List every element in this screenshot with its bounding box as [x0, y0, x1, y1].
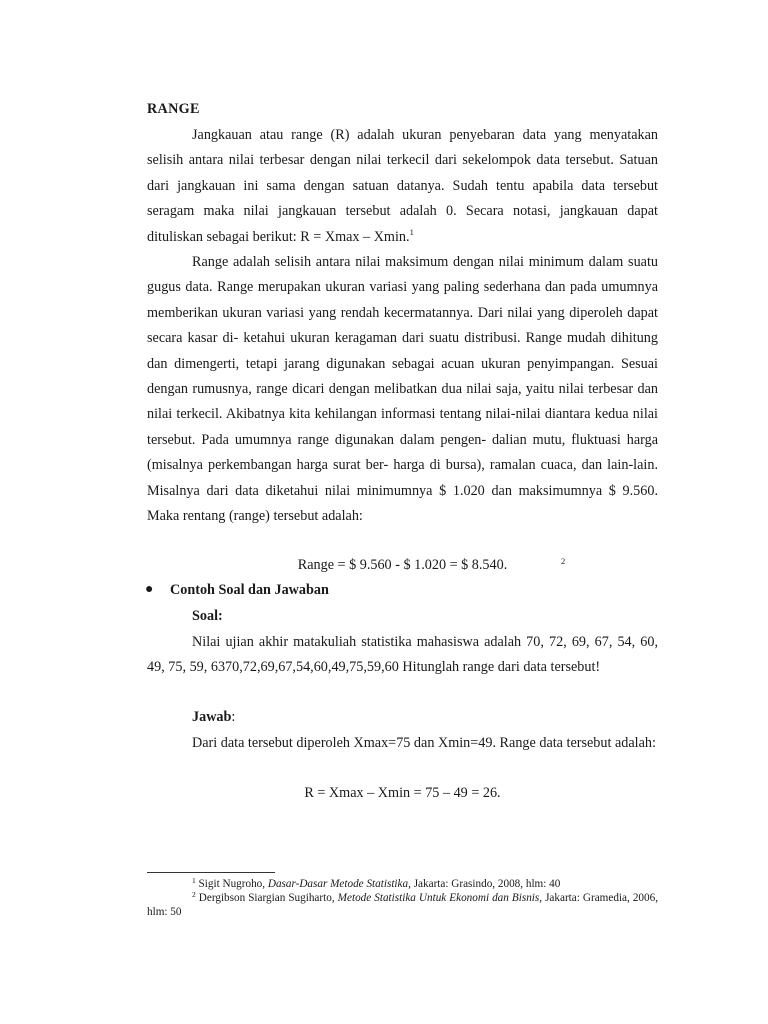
- example-heading: Contoh Soal dan Jawaban: [170, 582, 329, 598]
- footnote-2: $^2$ Dergibson Siargian Sugiharto, Metode Statistika Untuk Ekonomi dan Bisnis, Jakarta: Gramedia, 2006, hlm: 50: [147, 890, 658, 918]
- section-heading: RANGE: [147, 101, 200, 117]
- answer-colon: :: [231, 709, 236, 725]
- paragraph-range-explanation: [147, 250, 658, 529]
- answer-block: [192, 731, 658, 756]
- footnote-1-title: Dasar-Dasar Metode Statistika,: [267, 878, 411, 890]
- answer-text: Dari data tersebut diperoleh Xmax=75 dan Xmin=49. Range data tersebut adalah:: [192, 735, 656, 751]
- footnote-2-title: Metode Statistika Untuk Ekonomi dan Bisnis,: [337, 892, 543, 904]
- bullet-icon: ●: [145, 582, 154, 597]
- paragraph-definition-text: Jangkauan atau range (R) adalah ukuran penyebaran data yang menyatakan selisih antara nilai terbesar dengan nilai terkecil dari sekelompok data tersebut. Satuan dari jangkauan ini sama dengan satuan datanya. Sudah tentu apabila data tersebut seragam maka nilai jangkauan tersebut adalah 0. Secara notasi, jangkauan dapat dituliskan sebagai berikut: R = Xmax – Xmin.: [147, 127, 658, 245]
- footnote-1: $^1$ Sigit Nugroho, Dasar-Dasar Metode Statistika, Jakarta: Grasindo, 2008, hlm: 40: [192, 876, 561, 890]
- paragraph-definition: [147, 123, 658, 250]
- footnote-2-number: 2: [192, 890, 196, 899]
- footnote-divider: [147, 872, 275, 873]
- formula-range-example: Range = $ 9.560 - $ 1.020 = $ 8.540.: [297, 557, 508, 573]
- footnote-1-number: 1: [192, 876, 196, 885]
- footnote-ref-1: 1: [409, 226, 414, 237]
- answer-label-line: [192, 705, 235, 730]
- question-text: Nilai ujian akhir matakuliah statistika mahasiswa adalah 70, 72, 69, 67, 54, 60, 49, 75, 59, 6370,72,69,67,54,60,49,75,59,60 Hitunglah range dari data tersebut!: [147, 634, 658, 676]
- question-block: [147, 630, 658, 681]
- answer-label: Jawab: [192, 709, 232, 725]
- footnote-ref-2: 2: [561, 556, 566, 566]
- question-label: Soal:: [192, 608, 223, 624]
- formula-answer: R = Xmax – Xmin = 75 – 49 = 26.: [304, 785, 501, 801]
- paragraph-range-text: Range adalah selisih antara nilai maksimum dengan nilai minimum dalam suatu gugus data. Range merupakan ukuran variasi yang paling sederhana dan pada umumnya memberikan ukuran variasi yang rendah kecermatannya. Dari nilai yang diperoleh dapat secara kasar di- ketahui ukuran keragaman dari suatu distribusi. Range mudah dihitung dan dimengerti, tetapi jarang digunakan sebagai acuan ukuran penyimpangan. Sesuai dengan rumusnya, range dicari dengan melibatkan dua nilai saja, yaitu nilai terbesar dan nilai terkecil. Akibatnya kita kehilangan informasi tentang nilai-nilai diantara kedua nilai tersebut. Pada umumnya range digunakan dalam pengen- dalian mutu, fluktuasi harga (misalnya perkembangan harga surat ber- harga di bursa), ramalan cuaca, dan lain-lain. Misalnya dari data diketahui nilai minimumnya $ 1.020 dan maksimumnya $ 9.560. Maka rentang (range) tersebut adalah:: [147, 254, 658, 525]
